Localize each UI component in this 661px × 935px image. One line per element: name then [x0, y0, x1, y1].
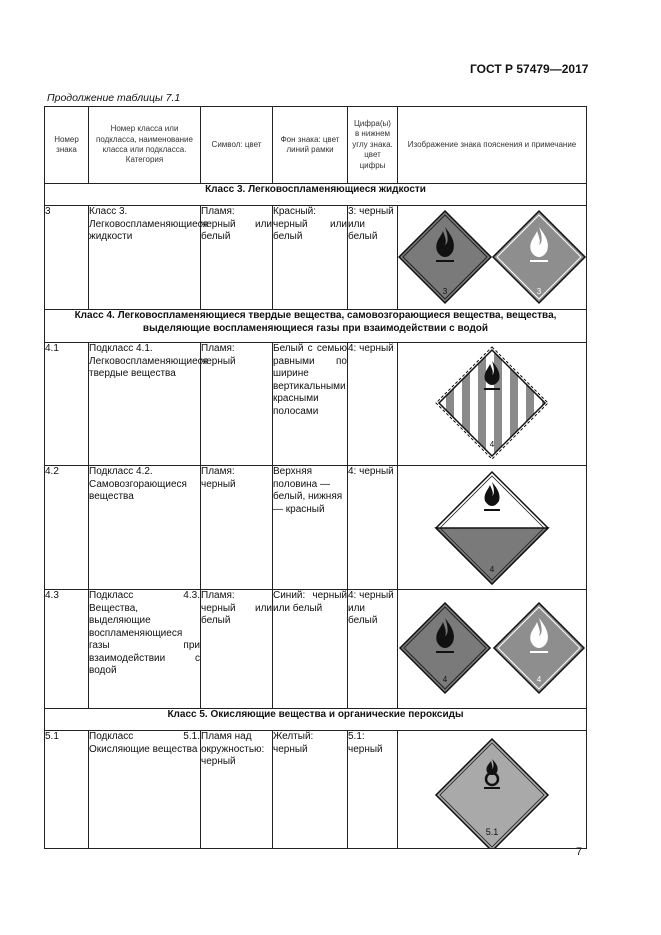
col-header-background: Фон знака: цвет линий рамки: [273, 107, 348, 184]
col-header-symbol: Символ: цвет: [201, 107, 273, 184]
sign-image-5-1: [398, 731, 587, 849]
table-continuation-caption: Продолжение таблицы 7.1: [47, 92, 181, 104]
sign-number: 4: [489, 440, 495, 449]
page-number: 7: [576, 846, 583, 858]
section-class4: Класс 4. Легковоспламеняющиеся твердые вещества, самовозгорающиеся вещества, вещества, выделяющие воспламеняющиеся газы при взаимодействии с водой: [45, 310, 587, 343]
table-row: 3 Класс 3. Легковоспламеняющиеся жидкости Пламя: черный или белый Красный: черный или белый 3: черный или белый 3 3: [45, 206, 587, 310]
class3-sign-black: [399, 211, 491, 303]
sign-image-4-2: [398, 466, 587, 590]
col-header-number: Номер знака: [45, 107, 89, 184]
col-header-image: Изображение знака пояснения и примечание: [398, 107, 587, 184]
class3-sign-white: [493, 211, 585, 303]
hazard-sign-table: [44, 106, 587, 849]
table-header-row: [45, 107, 587, 184]
sign-number: 5.1: [485, 827, 499, 837]
sign-number: 4: [442, 675, 448, 684]
table-row: 4.2 Подкласс 4.2. Самовозгорающиеся вещества Пламя: черный Верхняя половина — белый, нижняя — красный 4: черный 4: [45, 466, 587, 590]
table-row: 4.3 Подкласс 4.3. Вещества, выделяющие воспламеняющиеся газы при взаимодействии с водой Пламя: черный или белый Синий: черный или белый 4: черный или белый 4 4: [45, 590, 587, 709]
sign-number: 3: [442, 287, 448, 296]
class43-sign-white: [494, 603, 584, 693]
col-header-class: Номер класса или подкласса, наименование класса или подкласса. Категория: [89, 107, 201, 184]
sign-image-4-1: [398, 343, 587, 466]
section-class3: Класс 3. Легковоспламеняющиеся жидкости: [45, 184, 587, 206]
sign-image-4-3: [398, 590, 587, 709]
standard-number: ГОСТ Р 57479—2017: [470, 62, 589, 76]
sign-number: 4: [536, 675, 542, 684]
sign-image-class3: [398, 206, 587, 310]
sign-number: 4: [489, 565, 495, 574]
col-header-digit: Цифра(ы) в нижнем углу знака. цвет цифры: [348, 107, 398, 184]
section-class5: Класс 5. Окисляющие вещества и органические пероксиды: [45, 709, 587, 731]
sign-number: 3: [536, 287, 542, 296]
class43-sign-black: [400, 603, 490, 693]
table-row: 4.1 Подкласс 4.1. Легковоспламеняющиеся твердые вещества Пламя: черный Белый с семью равными по ширине вертикальными красными полосами 4: черный 4: [45, 343, 587, 466]
table-row: 5.1 Подкласс 5.1. Окисляющие вещества Пламя над окружностью: черный Желтый: черный 5.1: черный 5.1: [45, 731, 587, 849]
